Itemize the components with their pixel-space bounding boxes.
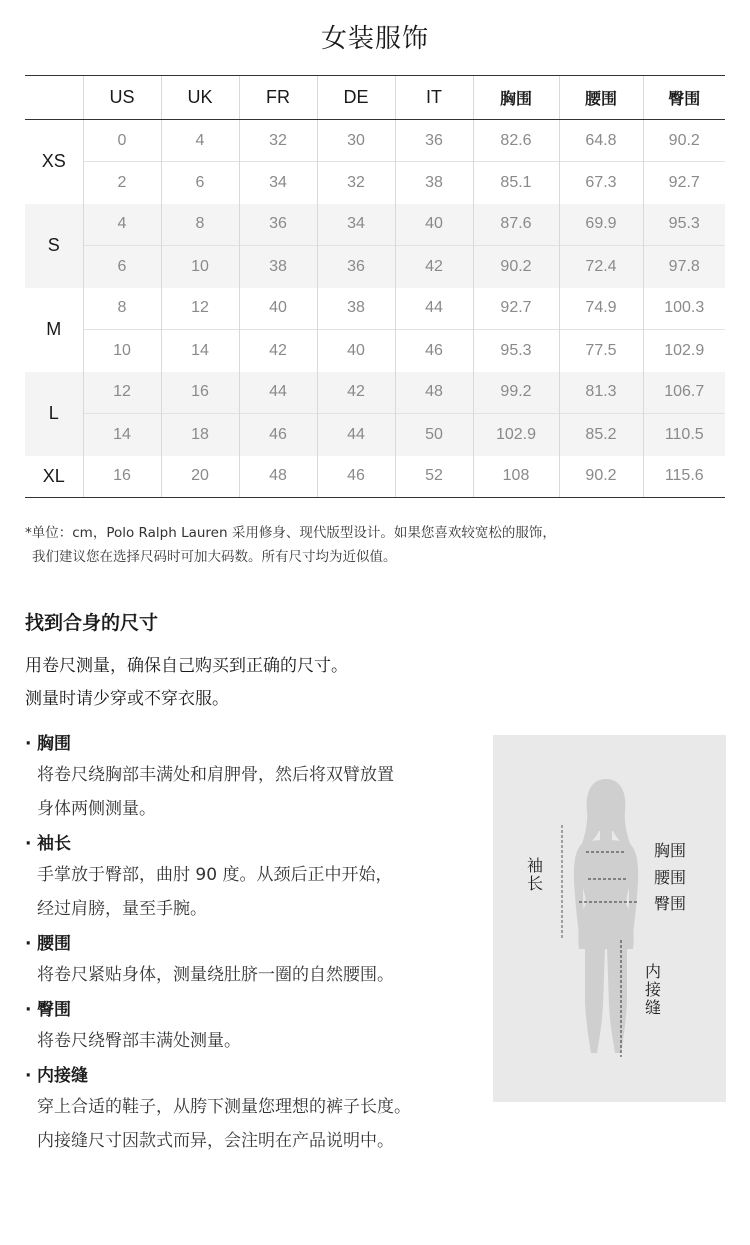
size-label-cell: S — [25, 204, 83, 288]
table-cell: 8 — [83, 288, 161, 330]
measurement-description: 穿上合适的鞋子，从胯下测量您理想的裤子长度。 — [37, 1097, 411, 1117]
table-cell: 34 — [239, 162, 317, 204]
size-label-cell: L — [25, 372, 83, 456]
measurement-title-text: 内接缝 — [37, 1066, 88, 1086]
header-cell-uk: UK — [161, 76, 239, 120]
table-cell: 99.2 — [473, 372, 559, 414]
table-cell: 44 — [395, 288, 473, 330]
measurement-item — [25, 730, 495, 826]
table-cell: 12 — [161, 288, 239, 330]
size-label-cell: M — [46, 319, 62, 339]
table-cell: 85.2 — [559, 414, 643, 456]
table-cell: 74.9 — [559, 288, 643, 330]
measurement-description: 身体两侧测量。 — [37, 799, 156, 819]
size-label-cell: XL — [25, 456, 83, 498]
measurement-item — [25, 830, 495, 926]
table-cell: 106.7 — [643, 372, 725, 414]
measurement-item — [25, 996, 495, 1058]
measurement-item — [25, 930, 495, 992]
table-row — [25, 330, 725, 372]
measurement-title — [25, 730, 495, 758]
bullet-icon: · — [25, 834, 32, 854]
size-note — [25, 521, 725, 569]
table-cell: 42 — [239, 330, 317, 372]
table-cell: 42 — [317, 372, 395, 414]
hip-label: 臀围 — [654, 894, 687, 913]
table-cell: 16 — [83, 456, 161, 498]
table-cell: 38 — [239, 246, 317, 288]
measurement-title-text: 袖长 — [37, 834, 71, 854]
intro-line-2: 测量时请少穿或不穿衣服。 — [25, 689, 229, 709]
table-cell: 67.3 — [559, 162, 643, 204]
table-header-row — [25, 76, 725, 120]
table-cell: 12 — [83, 372, 161, 414]
table-cell: 48 — [239, 456, 317, 498]
table-cell: 77.5 — [559, 330, 643, 372]
bullet-icon: · — [25, 1066, 32, 1086]
table-cell: 44 — [239, 372, 317, 414]
measurement-title — [25, 930, 495, 958]
table-cell: 72.4 — [559, 246, 643, 288]
table-cell: 14 — [83, 414, 161, 456]
table-row — [25, 288, 725, 330]
table-cell: 110.5 — [643, 414, 725, 456]
table-cell: 14 — [161, 330, 239, 372]
bullet-icon: · — [25, 1000, 32, 1020]
bullet-icon: · — [25, 934, 32, 954]
header-cell-us: US — [83, 76, 161, 120]
intro-line-1: 用卷尺测量，确保自己购买到正确的尺寸。 — [25, 656, 348, 676]
table-cell: 108 — [473, 456, 559, 498]
table-cell: 36 — [317, 246, 395, 288]
table-cell: 32 — [317, 162, 395, 204]
table-body — [25, 120, 725, 498]
table-row — [25, 204, 725, 246]
table-cell: 95.3 — [473, 330, 559, 372]
header-cell-chest: 胸围 — [473, 76, 559, 120]
table-cell: 115.6 — [643, 456, 725, 498]
table-cell: 6 — [161, 162, 239, 204]
body-silhouette — [574, 779, 638, 1053]
bullet-icon: · — [25, 734, 32, 754]
table-cell: 4 — [161, 120, 239, 162]
table-row — [25, 246, 725, 288]
table-cell: 92.7 — [473, 288, 559, 330]
table-cell: 6 — [83, 246, 161, 288]
header-cell-blank — [25, 76, 83, 120]
table-cell: 81.3 — [559, 372, 643, 414]
table-cell: 90.2 — [559, 456, 643, 498]
table-row — [25, 120, 725, 162]
silhouette-graphic — [493, 735, 726, 1102]
table-cell: 48 — [395, 372, 473, 414]
table-cell: 40 — [239, 288, 317, 330]
table-cell: 38 — [317, 288, 395, 330]
header-cell-de: DE — [317, 76, 395, 120]
measurement-title-text: 胸围 — [37, 734, 71, 754]
guide-intro — [25, 650, 348, 716]
table-cell: 46 — [317, 456, 395, 498]
table-cell: 2 — [83, 162, 161, 204]
table-cell: 90.2 — [643, 120, 725, 162]
note-line-1: *单位：cm，Polo Ralph Lauren 采用修身、现代版型设计。如果您喜欢较宽松的服饰， — [25, 525, 556, 541]
table-cell: 69.9 — [559, 204, 643, 246]
measurement-description: 将卷尺绕胸部丰满处和肩胛骨，然后将双臂放置 — [37, 765, 394, 785]
sleeve-label: 袖长 — [527, 856, 544, 893]
measurement-description: 经过肩膀，量至手腕。 — [37, 899, 207, 919]
measurement-description: 内接缝尺寸因款式而异，会注明在产品说明中。 — [37, 1131, 394, 1151]
table-cell: 8 — [161, 204, 239, 246]
inseam-label: 内接缝 — [645, 962, 662, 1017]
body-measurement-figure — [493, 735, 726, 1102]
measurement-title — [25, 1062, 495, 1090]
table-cell: 44 — [317, 414, 395, 456]
header-cell-it: IT — [395, 76, 473, 120]
table-cell: 46 — [395, 330, 473, 372]
table-cell: 38 — [395, 162, 473, 204]
table-cell: 102.9 — [473, 414, 559, 456]
size-chart-table — [25, 75, 725, 498]
table-cell: 46 — [239, 414, 317, 456]
table-cell: 36 — [239, 204, 317, 246]
table-cell: 95.3 — [643, 204, 725, 246]
size-label-cell: XS — [41, 151, 66, 172]
measurement-item — [25, 1062, 495, 1158]
table-row — [25, 456, 725, 498]
chest-label: 胸围 — [654, 841, 687, 860]
header-cell-waist: 腰围 — [559, 76, 643, 120]
table-cell: 92.7 — [643, 162, 725, 204]
table-cell: 36 — [395, 120, 473, 162]
table-cell: 40 — [317, 330, 395, 372]
table-cell: 85.1 — [473, 162, 559, 204]
measurement-list — [25, 730, 495, 1162]
table-cell: 40 — [395, 204, 473, 246]
measurement-title — [25, 996, 495, 1024]
measurement-title — [25, 830, 495, 858]
table-cell: 4 — [83, 204, 161, 246]
table-cell: 30 — [317, 120, 395, 162]
table-row — [25, 372, 725, 414]
table-cell: 100.3 — [643, 288, 725, 330]
table-cell: 52 — [395, 456, 473, 498]
waist-label: 腰围 — [654, 868, 687, 887]
table-cell: 87.6 — [473, 204, 559, 246]
table-cell: 34 — [317, 204, 395, 246]
page-title: 女装服饰 — [320, 24, 429, 54]
table-row — [25, 162, 725, 204]
table-cell: 50 — [395, 414, 473, 456]
table-cell: 42 — [395, 246, 473, 288]
measurement-description: 将卷尺紧贴身体，测量绕肚脐一圈的自然腰围。 — [37, 965, 394, 985]
table-cell: 97.8 — [643, 246, 725, 288]
table-cell: 64.8 — [559, 120, 643, 162]
table-cell: 0 — [83, 120, 161, 162]
header-cell-fr: FR — [239, 76, 317, 120]
table-cell: 20 — [161, 456, 239, 498]
measurement-description: 手掌放于臀部，曲肘 90 度。从颈后正中开始， — [37, 865, 393, 885]
header-cell-hip: 臀围 — [643, 76, 725, 120]
table-cell: 10 — [83, 330, 161, 372]
table-row — [25, 414, 725, 456]
measurement-title-text: 腰围 — [37, 934, 71, 954]
table-cell: 90.2 — [473, 246, 559, 288]
section-heading: 找到合身的尺寸 — [25, 612, 159, 634]
measurement-title-text: 臀围 — [37, 1000, 71, 1020]
table-cell: 16 — [161, 372, 239, 414]
table-cell: 82.6 — [473, 120, 559, 162]
table-cell: 18 — [161, 414, 239, 456]
table-cell: 10 — [161, 246, 239, 288]
table-cell: 32 — [239, 120, 317, 162]
table-cell: 102.9 — [643, 330, 725, 372]
measurement-description: 将卷尺绕臀部丰满处测量。 — [37, 1031, 241, 1051]
note-line-2: 我们建议您在选择尺码时可加大码数。所有尺寸均为近似值。 — [32, 549, 397, 565]
